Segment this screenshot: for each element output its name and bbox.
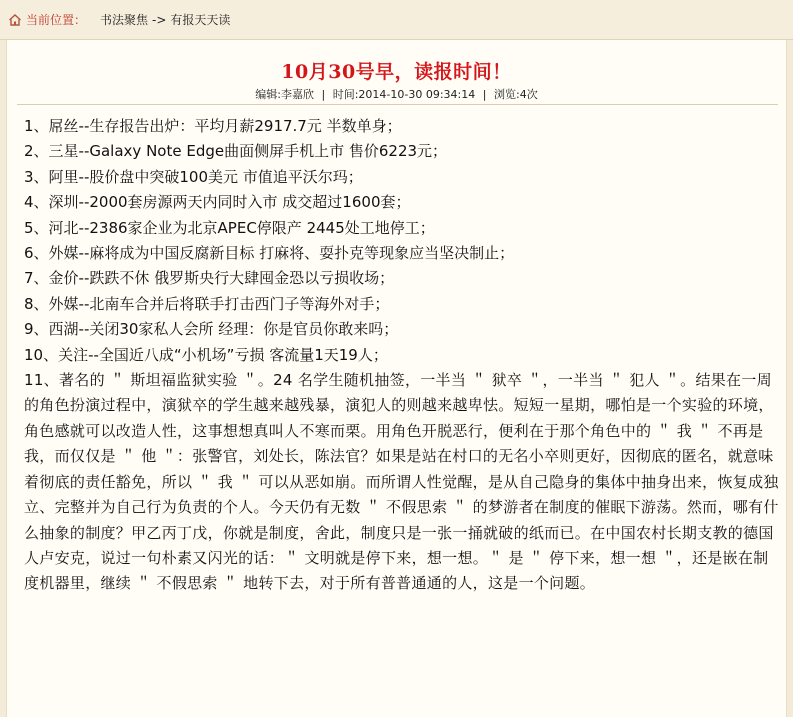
news-line: 10、关注--全国近八成“小机场”亏损 客流量1天19人； (24, 345, 388, 364)
breadcrumb-link-daily-news[interactable]: 有报天天读 (170, 13, 231, 27)
news-line: 3、阿里--股价盘中突破100美元 市值追平沃尔玛； (24, 167, 363, 186)
meta-separator: | (482, 88, 487, 101)
breadcrumb-link-calligraphy[interactable]: 书法聚焦 (100, 13, 149, 27)
article-views: 浏览:4次 (493, 88, 538, 101)
meta-separator: | (321, 88, 326, 101)
article-container (6, 40, 787, 717)
news-line: 9、西湖--关闭30家私人会所 经理：你是官员你敢来吗； (24, 320, 399, 339)
news-line: 8、外媒--北南车合并后将联手打击西门子等海外对手； (24, 294, 390, 313)
article-title: 10月30号早，读报时间！ (281, 61, 512, 83)
news-line: 6、外媒--麻将成为中国反腐新目标 打麻将、耍扑克等现象应当坚决制止； (24, 244, 515, 263)
news-paragraph: 11、著名的 ＂ 斯坦福监狱实验 ＂。24 名学生随机抽签，一半当 ＂ 狱卒 ＂，一半当 ＂ 犯人 ＂。结果在一周的角色扮演过程中，演狱卒的学生越来越残暴，演犯人的则越来越卑怯。短短一星期，哪怕是一个实验的环境，角色感就可以改造人性，这事想想真叫人不寒而栗。用角色开脱恶行，便利在于那个角色中的 ＂ 我 ＂ 不再是我，而仅仅是 ＂ 他 ＂：张警官，刘处长，陈法官？如果是站在村口的无名小卒则更好，因彻底的匿名，就意味着彻底的责任豁免，所以 ＂ 我 ＂ 可以从恶如崩。而所谓人性觉醒，是从自己隐身的集体中抽身出来，恢复成独立、完整并为自己行为负责的个人。今天仍有无数 ＂ 不假思索 ＂ 的梦游者在制度的催眠下游荡。然而，哪有什么抽象的制度？甲乙丙丁戊，你就是制度，舍此，制度只是一张一捅就破的纸而已。在中国农村长期支教的德国人卢安克，说过一句朴素又闪光的话：＂ 文明就是停下来，想一想。＂ 是 ＂ 停下来，想一想 ＂，还是嵌在制度机器里，继续 ＂ 不假思索 ＂ 地转下去，对于所有普普通通的人，这是一个问题。 (24, 371, 779, 593)
breadcrumb-separator: -> (152, 12, 167, 27)
title-divider (17, 104, 778, 105)
news-line: 5、河北--2386家企业为北京APEC停限产 2445处工地停工； (24, 218, 435, 237)
article-time: 时间:2014-10-30 09:34:14 (332, 88, 476, 101)
article-editor: 编辑:李嘉欣 (255, 88, 314, 101)
breadcrumb-label: 当前位置： (26, 13, 87, 27)
article-meta (7, 86, 786, 102)
news-line: 7、金价--跌跌不休 俄罗斯央行大肆囤金恐以亏损收场； (24, 269, 395, 288)
news-line: 2、三星--Galaxy Note Edge曲面侧屏手机上市 售价6223元； (24, 142, 448, 161)
news-line: 4、深圳--2000套房源两天内同时入市 成交超过1600套； (24, 193, 411, 212)
home-icon (8, 13, 22, 27)
news-line: 1、屌丝--生存报告出炉：平均月薪2917.7元 半数单身； (24, 117, 402, 135)
article-body (24, 114, 781, 597)
breadcrumb (0, 0, 793, 40)
